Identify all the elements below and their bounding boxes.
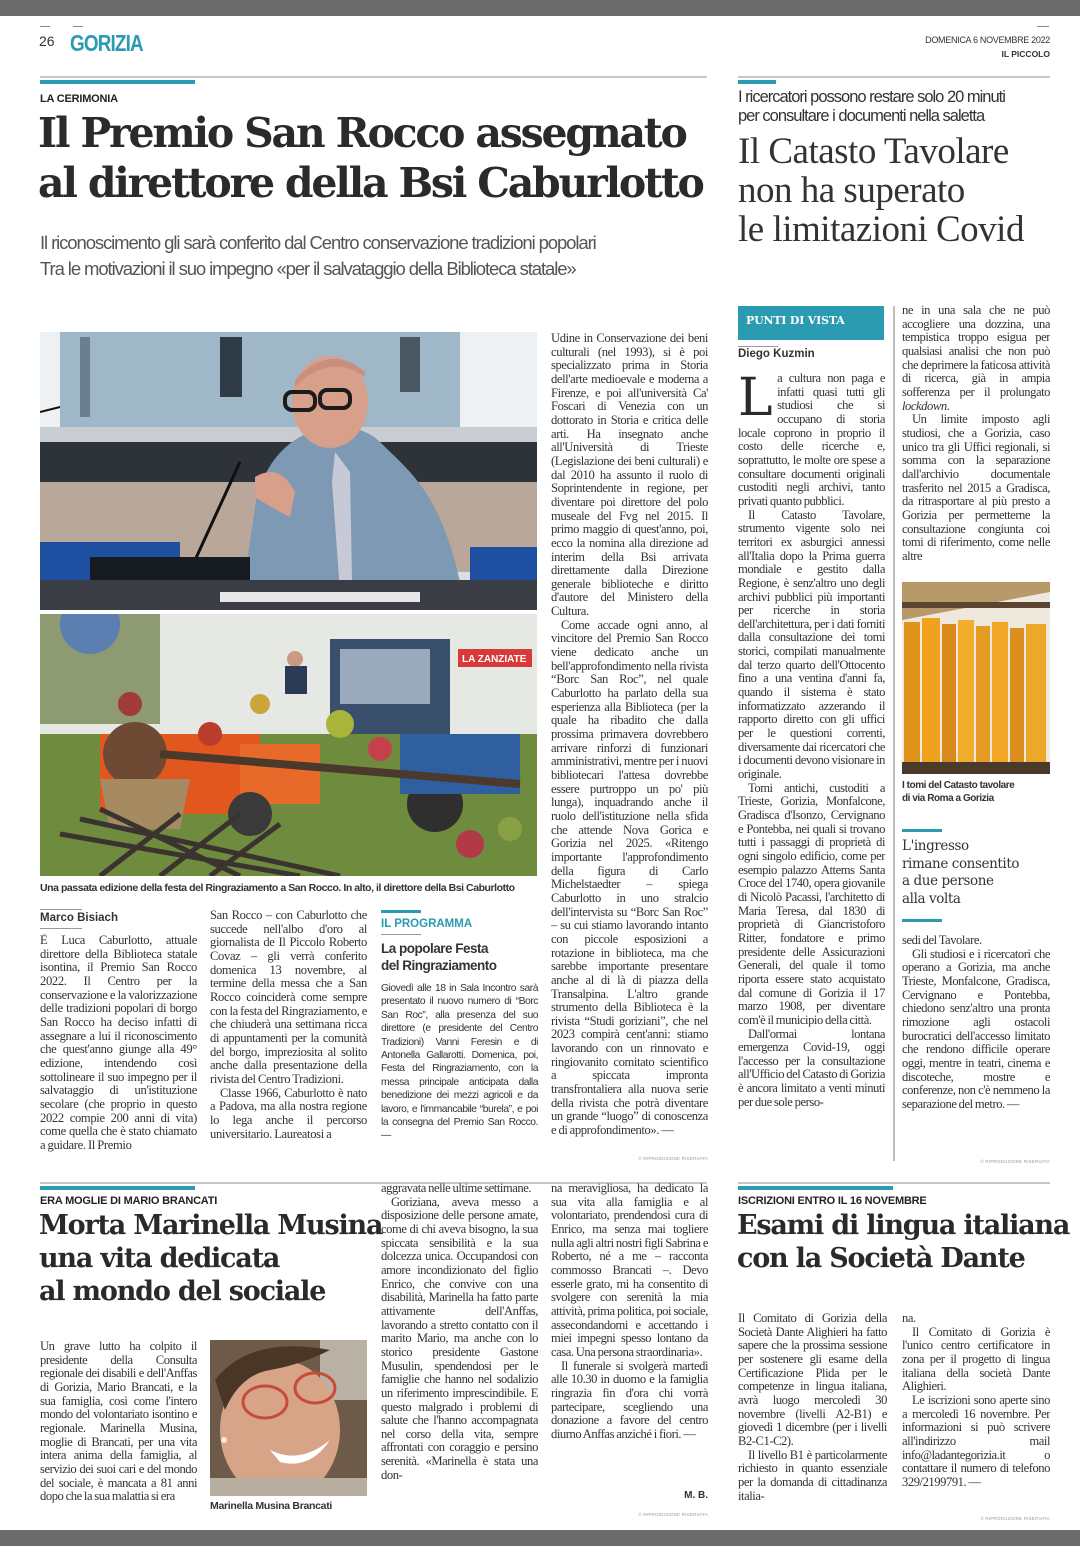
- accent-bar: [902, 919, 942, 922]
- subhead-line: Tra le motivazioni il suo impegno «per il salvataggio della Biblioteca statale»: [40, 258, 576, 279]
- masthead-tick: [73, 26, 83, 27]
- main-col-1: [40, 934, 197, 1154]
- copyright: © RIPRODUZIONE RISERVATA: [638, 1512, 708, 1517]
- paragraph: Il Catasto Tavolare, strumento vigente solo nei territori ex asburgici annessi all'Italia dopo la Prima guerra mondiale e gestito dalla Regione, è senz'altro uno degli archivi pubblici più importanti per ricerche in storia dell'architettura, per i dati forniti dalla consultazione dei tomi storici, compilati manualmente dal terzo quarto dell'Ottocento fino a una ventina d'anni fa, quando il sistema è stato informatizzato azzerando il rapporto diretto con gli uffici per le questioni correnti, diversamente dai ricercatori che i documenti devono visionare in originale.: [738, 507, 885, 782]
- pull-quote: [902, 838, 1019, 908]
- accent-bar: [40, 80, 195, 84]
- main-headline-line: al direttore della Bsi Caburlotto: [38, 159, 703, 207]
- catasto-headline: [738, 132, 1024, 249]
- caption-line: I tomi del Catasto tavolare: [902, 780, 1015, 791]
- musina-headline-line: una vita dedicata: [39, 1243, 280, 1274]
- main-subhead: [40, 230, 596, 282]
- photo-festa-image: [40, 614, 537, 876]
- photo-caburlotto-image: [40, 332, 537, 610]
- main-kicker: LA CERIMONIA: [40, 93, 118, 105]
- paragraph: Il Comitato di Gorizia è l'unico centro certificatore in zona per il progetto di lingua italiana della società Dante Alighieri.: [902, 1324, 1050, 1394]
- pull-quote-line: L'ingresso: [902, 838, 969, 854]
- masthead-tick: [40, 26, 50, 27]
- paragraph: San Rocco – con Caburlotto che succede nell'albo d'oro al giornalista de Il Piccolo Roberto Covaz – gli verrà conferito domenica 13 novembre, al termine della messa che a San Rocco coinciderà come sempre con la festa del Ringraziamento, e che chiuderà una settimana ricca di appuntamenti per la comunità del borgo, impreziosita al solito anche dalla presentazione della rivista del Centro Tradizioni.: [210, 909, 367, 1086]
- catasto-col-2-end: [902, 934, 1050, 1156]
- dante-col-2: [902, 1312, 1050, 1508]
- paragraph: Un grave lutto ha colpito il presidente della Consulta regionale dei disabili e dell'Anffas di Gorizia, Mario Brancati, e la sua famiglia, così come l'intero mondo del volontariato isontino e regionale. Marinella Musina, moglie di Brancati, per una vita intera anima della famiglia, al servizio dei suoi cari e del mondo del sociale, è mancata a 81 anni dopo che la sua malattia si era: [40, 1340, 197, 1504]
- musina-signature: M. B.: [684, 1490, 708, 1501]
- catasto-headline-line: le limitazioni Covid: [738, 209, 1024, 250]
- rule: [738, 76, 1050, 78]
- dante-headline-line: con la Società Dante: [737, 1243, 1025, 1274]
- rule: [738, 1182, 1050, 1184]
- pull-quote-line: alla volta: [902, 890, 961, 907]
- accent-bar: [40, 1186, 195, 1190]
- paragraph: È Luca Caburlotto, attuale direttore della Biblioteca statale isontina, il Premio San Rocco 2022. Il Centro per la conservazione e la valorizzazione delle tradizioni popolari di borgo San Rocco ha deciso infatti di assegnare a lui il riconoscimento che quest'anno giunge alla 49° edizione, intendendo così sottolineare il suo impegno per il salvataggio di un'istituzione secolare (che proprio in questo 2022 compie 200 anni di vita) come quella che è stato chiamato a guidare. Il Premio: [40, 934, 197, 1152]
- pull-quote-line: a due persone: [902, 873, 994, 889]
- copyright: © RIPRODUZIONE RISERVATA: [638, 1156, 708, 1161]
- punti-di-vista-label: PUNTI DI VISTA: [746, 314, 845, 327]
- newspaper-name: IL PICCOLO: [1001, 49, 1050, 59]
- byline-rule: [40, 928, 82, 929]
- dante-col-1: [738, 1312, 887, 1522]
- musina-caption: Marinella Musina Brancati: [210, 1500, 333, 1512]
- paragraph: na meravigliosa, ha dedicato la sua vita alla famiglia e al volontariato, prendendosi cura di Enrico, ma senza mai togliere nulla agli altri nostri figli Sabrina e Roberto, né a me – racconta commosso Brancati –. Devo esserle grato, mi ha consentito di svolgere con serenità la mia attività, prima politica, poi sociale, assecondandomi e accettando i miei impegni spesso lontano da casa. Una persona straordinaria».: [551, 1182, 708, 1359]
- catasto-byline: Diego Kuzmin: [738, 348, 815, 360]
- paragraph: Il funerale si svolgerà martedì alle 10.30 in duomo e la famiglia ringrazia fin d'ora chi vorrà partecipare, scegliendo una donazione a favore del centro diurno Anffas anziché i fiori. —: [551, 1358, 708, 1441]
- accent-bar: [381, 910, 421, 913]
- section-title: GORIZIA: [70, 30, 143, 56]
- musina-kicker: ERA MOGLIE DI MARIO BRANCATI: [40, 1195, 218, 1207]
- paragraph: Classe 1966, Caburlotto è nato a Padova, ma alla nostra regione lo lega anche il percorso universitario. Laureatosi a: [210, 1085, 367, 1141]
- photo-caption: Una passata edizione della festa del Ringraziamento a San Rocco. In alto, il direttore della Bsi Caburlotto: [40, 882, 515, 894]
- photo-festa-ringraziamento: [40, 614, 537, 876]
- issue-date: DOMENICA 6 NOVEMBRE 2022: [925, 35, 1050, 45]
- photo-caburlotto: [40, 332, 537, 610]
- photo-marinella-musina: [210, 1340, 367, 1496]
- main-col-2: [210, 909, 367, 1154]
- musina-col-1: [40, 1340, 197, 1520]
- byline-rule: [40, 909, 82, 910]
- programma-title-line: La popolare Festa: [381, 941, 489, 956]
- paragraph: sedi del Tavolare.: [902, 934, 982, 947]
- photo-marinella-image: [210, 1340, 367, 1496]
- catasto-headline-line: non ha superato: [738, 170, 965, 211]
- musina-headline: [39, 1209, 382, 1308]
- dante-headline: [737, 1209, 1069, 1275]
- newspaper-page: [0, 16, 1080, 1530]
- paragraph: Dall'ormai lontana emergenza Covid-19, oggi l'accesso per la consultazione all'Ufficio del Catasto di Gorizia è ancora limitato a venti minuti per due sole perso-: [738, 1026, 885, 1109]
- italic-word: lockdown: [902, 398, 947, 413]
- byline-rule: [738, 346, 778, 347]
- dropcap: L: [738, 372, 773, 428]
- paragraph: Un limite imposto agli studiosi, che a Gorizia, caso unico tra gli Uffici regionali, si somma con la separazione dall'archivio documentale trasferito nel 2015 a Gradisca, da ritrasportare al più presto a Gorizia per permetterne la consultazione congiunta coi tomi di riferimento, come nelle altre: [902, 412, 1050, 563]
- pull-quote-line: rimane consentito: [902, 855, 1020, 872]
- punti-di-vista-label-box: [738, 306, 884, 340]
- kicker-line: I ricercatori possono restare solo 20 minuti: [738, 88, 1005, 106]
- masthead-tick: [1037, 26, 1049, 27]
- tomi-caption: [902, 779, 1050, 805]
- dante-headline-line: Esami di lingua italiana: [737, 1210, 1070, 1241]
- programma-text: Giovedì alle 18 in Sala Incontro sarà presentato il nuovo numero di “Borc San Roc”, alla presenza del suo direttore (e presidente del Centro Tradizioni) Vanni Feresin e di Antonella Gallarotti. Domenica, poi, Festa del Ringraziamento, con la messa principale anticipata dalla benedizione dei mezzi agricoli e da lavoro, e l'immancabile “burela”, e poi la consegna del Premio San Rocco. —: [381, 983, 538, 1142]
- copyright: © RIPRODUZIONE RISERVATA: [980, 1159, 1050, 1164]
- paragraph: Il livello B1 è particolarmente richiesto in quanto essenziale per la domanda di cittadinanza italia-: [738, 1447, 887, 1503]
- paragraph: na.: [902, 1312, 916, 1325]
- paragraph: ne in una sala che ne può accogliere una dozzina, una tempistica troppo esigua per qualsiasi analisi che non può che deprimere la faticosa attività di ricerca, già in ampia sofferenza per il prolungato: [902, 304, 1050, 399]
- programma-title-line: del Ringraziamento: [381, 958, 497, 973]
- rule: [40, 76, 707, 78]
- paragraph: Tomi antichi, custoditi a Trieste, Gorizia, Monfalcone, Gradisca d'Isonzo, Cervignano e Pontebba, nei quali si trovano tutti i passaggi di proprietà di ogni singolo edificio, come per esempio palazzo Attems Santa Croce del 1740, opera giovanile di Nicolò Pacassi, l'architetto di Maria Teresa, dal 1830 di proprietà di Giancristoforo Ritter, fondatore e primo presidente delle Assicurazioni Generali, del quale il tomo riporta essere stato acquistato dal comune di Gorizia il 17 marzo 1908, per diventare com'è il municipio della città.: [738, 780, 885, 1027]
- paragraph: aggravata nelle ultime settimane.: [381, 1182, 532, 1195]
- musina-col-3: [551, 1182, 708, 1482]
- subhead-line: Il riconoscimento gli sarà conferito dal Centro conservazione tradizioni popolari: [40, 232, 596, 253]
- photo-sign-text: LA ZANZIATE: [462, 654, 527, 665]
- paragraph: Come accade ogni anno, al vincitore del Premio San Rocco viene dedicato anche un bell'approfondimento nella rivista “Borc San Roc”, nel quale Caburlotto ha parlato della sua esperienza alla Biblioteca (per la quale ha ribadito che dalla prossima primavera dovrebbero arrivare rinforzi di funzionari amministrativi, mentre per i nuovi bibliotecari l'attesa dovrebbe essere purtroppo un po' più lunga), inquadrando anche il ruolo dell'istituzione nella sfida che attende Nova Gorica e Gorizia nel 2025. «Ritengo importante l'approfondimento della figura di Carlo Michelstaedter – spiega Caburlotto in uno stralcio dell'intervista su “Borc San Roc” – su cui stiamo lavorando intanto con piccole esposizioni a rotazione in biblioteca, ma che sarebbe importante presentare anche al di là di piazza della Transalpina. L'altro grande strumento della Biblioteca è la rivista “Studi goriziani”, che nel 2023 compirà cent'anni: stiamo lavorando con un rinnovato e ringiovanito comitato scientifico a spiccata impronta transfrontaliera alla nuova serie della rivista che potrà diventare un grande “luogo” di conoscenza e di approfondimento». —: [551, 617, 708, 1138]
- copyright: © RIPRODUZIONE RISERVATA: [980, 1516, 1050, 1521]
- musina-headline-line: al mondo del sociale: [39, 1276, 326, 1307]
- caption-line: di via Roma a Gorizia: [902, 793, 994, 804]
- photo-tomi-catasto: [902, 582, 1050, 774]
- column-divider: [893, 306, 895, 1161]
- paragraph: Gli studiosi e i ricercatori che operano a Gorizia, ma anche Trieste, Monfalcone, Gradisca, Cervignano e Pontebba, chiedono senz'altro una pronta rimozione agli ostacoli burocratici dell'accesso limitato che rendono difficile operare oggi, mentre in teatri, cinema e discoteche, mostre e conferenze, non c'è nemmeno la separazione del metro. —: [902, 946, 1050, 1111]
- main-byline: Marco Bisiach: [40, 912, 118, 924]
- main-col-3: [551, 332, 708, 1150]
- catasto-col-1: [738, 372, 885, 1156]
- paragraph: a cultura non paga e infatti quasi tutti gli studiosi che si occupano di storia locale coprono in proprio il costo delle ricerche e, soprattutto, le molte ore spese a consultare documenti originali custoditi negli archivi, tanto privati quanto pubblici.: [738, 372, 885, 508]
- musina-headline-line: Morta Marinella Musina: [39, 1210, 383, 1241]
- catasto-headline-line: Il Catasto Tavolare: [738, 131, 1009, 172]
- paragraph: Le iscrizioni sono aperte sino a mercoledì 16 novembre. Per informazioni si può scrivere all'indirizzo mail info@ladantegorizia.it o contattare il numero di telefono 329/2199791. —: [902, 1392, 1050, 1489]
- kicker-line: per consultare i documenti nella saletta: [738, 107, 985, 125]
- photo-tomi-image: [902, 582, 1050, 774]
- programma-kicker: IL PROGRAMMA: [381, 918, 473, 930]
- paragraph: Udine in Conservazione dei beni culturali (nel 1993), si è poi specializzato prima in Storia dell'arte medioevale e moderna a Firenze, e poi all'università Ca' Foscari di Venezia con un dottorato in Storia e critica delle arti. Ha insegnato anche all'Università di Trieste (Legislazione dei beni culturali) e dal 2010 ha assunto il ruolo di Soprintendente in regione, per diventare poi direttore del polo museale del Fvg nel 2015. Il primo maggio di quest'anno, poi, ecco la nomina alla direzione ad interim della Bsi arrivata direttamente dalla Direzione generale biblioteche e diritto d'autore del Ministero della Cultura.: [551, 332, 708, 619]
- programma-title: [381, 940, 497, 974]
- accent-bar: [902, 829, 942, 832]
- rule: [381, 934, 421, 935]
- page-number: 26: [39, 33, 55, 49]
- accent-bar: [738, 1186, 893, 1190]
- main-headline-line: Il Premio San Rocco assegnato: [38, 109, 686, 157]
- accent-bar: [738, 80, 776, 84]
- paragraph: Il Comitato di Gorizia della Società Dante Alighieri ha fatto sapere che la prossima sessione per sostenere gli esame della Certificazione Plida per le competenze in lingua italiana, avrà luogo mercoledì 30 novembre (livelli A2-B1) e giovedì 1 dicembre (per i livelli B2-C1-C2).: [738, 1312, 887, 1448]
- catasto-kicker: [738, 88, 1005, 126]
- dante-kicker: ISCRIZIONI ENTRO IL 16 NOVEMBRE: [738, 1195, 927, 1207]
- catasto-col-2: ne in una sala che ne può accogliere una dozzina, una tempistica troppo esigua per qualsiasi analisi che non può che deprimere la faticosa attività di ricerca, già in ampia sofferenza per il prolungato lockdown. Un limite imposto agli studiosi, che a Gorizia, caso unico tra gli Uffici regionali, si somma con la separazione dall'archivio documentale trasferito nel 2015 a Gradisca, da ritrasportare al più presto a Gorizia per permetterne la consultazione congiunta coi tomi di riferimento, come nelle altre: [902, 304, 1050, 563]
- musina-col-2: [381, 1182, 538, 1522]
- main-headline: [38, 108, 703, 208]
- paragraph: Goriziana, aveva messo a disposizione delle persone amate, come di chi aveva bisogno, la sua spiccata sensibilità e la sua dolcezza unica. Occupandosi con amore incondizionato del figlio Enrico, che convive con una disabilità, Marinella ha fatto parte attivamente dell'Anffas, lavorando a stretto contatto con il marito Mario, ma anche con lo storico presidente Gastone Musulin, spendendosi per le famiglie che hanno nel sodalizio un riferimento imprescindibile. E questo malgrado i problemi di salute che l'hanno accompagnata nel corso della vita, sempre affrontati con coraggio e persino serenità. «Marinella è stata una don-: [381, 1194, 538, 1482]
